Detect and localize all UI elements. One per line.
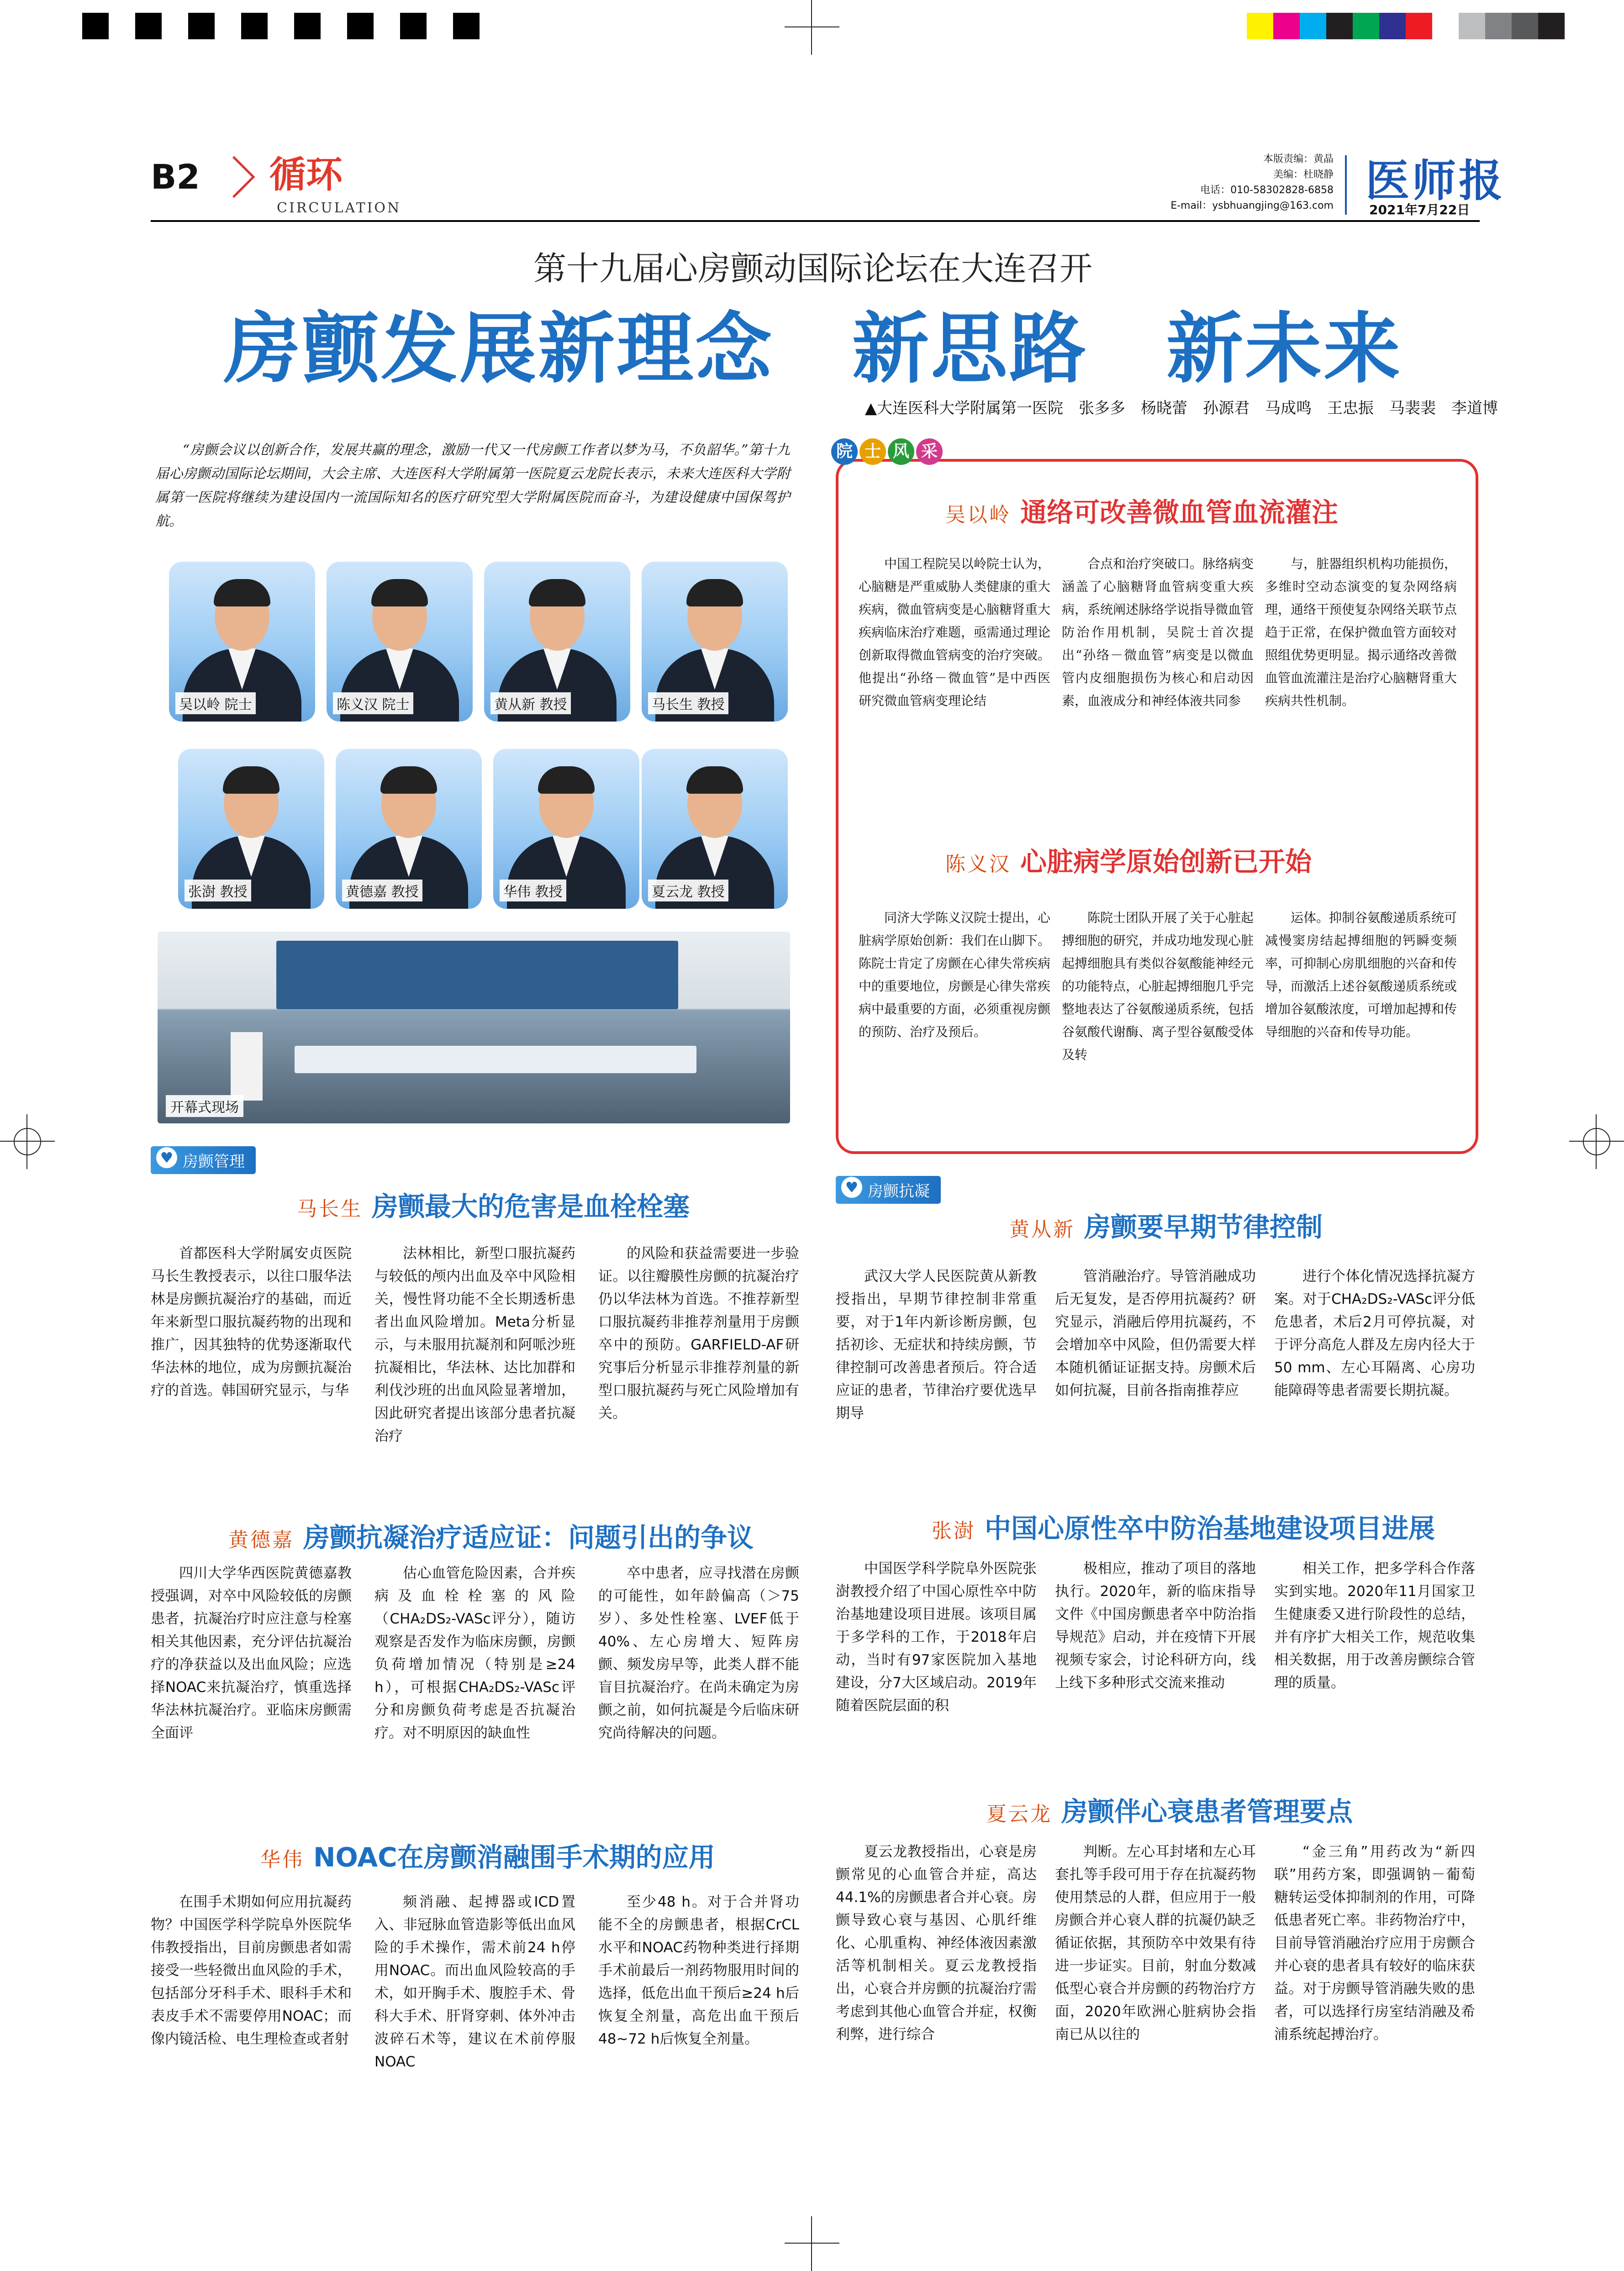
article-column: 陈院士团队开展了关于心脏起搏细胞的研究，并成功地发现心脏起搏细胞具有类似谷氨酸能神经元的功能特点，心脏起搏细胞几乎完整地表达了谷氨酸递质系统，包括谷氨酸代谢酶、离子型谷氨酸受体及转	[1062, 910, 1254, 1062]
header-rule	[151, 220, 1480, 222]
photo-caption: 吴以岭 院士	[175, 692, 256, 714]
article-column: 极相应，推动了项目的落地执行。2020年，新的临床指导文件《中国房颤患者卒中防治指导规范》启动，并在疫情下开展视频专家会，讨论科研方向，线上线下多种形式交流来推动	[1055, 1560, 1256, 1691]
author-name: 陈义汉	[945, 853, 1011, 876]
author-name: 黄德嘉	[228, 1528, 294, 1552]
article-column: 进行个体化情况选择抗凝方案。对于CHA₂DS₂-VASc评分低危患者，术后2月可停抗凝，对于评分高危人群及左房内径大于50 mm、左心耳隔离、心房功能障碍等患者需要长期抗凝。	[1274, 1268, 1475, 1399]
article-huang-congxin	[836, 1265, 1475, 1502]
academician-badge	[831, 438, 943, 465]
photo-caption: 陈义汉 院士	[333, 692, 413, 714]
portrait-hua-wei	[493, 749, 639, 909]
portrait-zhang-shu	[178, 749, 324, 909]
photo-caption: 黄德嘉 教授	[342, 880, 422, 901]
article-column: 相关工作，把多学科合作落实到实地。2020年11月国家卫生健康委又进行阶段性的总结，并有序扩大相关工作，规范收集相关数据，用于改善房颤综合管理的质量。	[1274, 1560, 1475, 1691]
article-column: 管消融治疗。导管消融成功后无复发，是否停用抗凝药？研究显示，消融后停用抗凝药，不会增加卒中风险，但仍需要大样本随机循证证据支持。房颤术后如何抗凝，目前各指南推荐应	[1055, 1268, 1256, 1399]
section-name-en: CIRCULATION	[277, 200, 401, 216]
article-column: “金三角”用药改为“新四联”用药方案，即强调钠－葡萄糖转运受体抑制剂的作用，可降低患者死亡率。非药物治疗中，目前导管消融治疗应用于房颤合并心衰的患者具有较好的临床获益。对于房颤导管消融失败的患者，可以选择行房室结消融及希浦系统起搏治疗。	[1274, 1844, 1475, 2043]
article-column: 夏云龙教授指出，心衰是房颤常见的心血管合并症，高达44.1%的房颤患者合并心衰。房颤导致心衰与基因、心肌纤维化、心肌重构、神经体液因素激活等机制相关。夏云龙教授指出，心衰合并房颤的抗凝治疗需考虑到其他心血管合并症，权衡利弊，进行综合	[836, 1844, 1037, 2043]
article-column: 判断。左心耳封堵和左心耳套扎等手段可用于存在抗凝药物使用禁忌的人群，但应用于一般房颤合并心衰人群的抗凝仍缺乏循证依据，其预防卒中效果有待进一步证实。目前，射血分数减低型心衰合并房颤的药物治疗方面，2020年欧洲心脏病协会指南已从以往的	[1055, 1844, 1256, 2043]
headline-hua-wei	[260, 1836, 715, 1874]
author-name: 黄从新	[1009, 1218, 1075, 1241]
headline-text: 通络可改善微血管血流灌注	[1020, 497, 1339, 528]
badge-char: 采	[916, 438, 943, 465]
author-name: 吴以岭	[945, 503, 1011, 527]
article-column: 的风险和获益需要进一步验证。以往瓣膜性房颤的抗凝治疗仍以华法林为首选。不推荐新型口服抗凝药非推荐剂量用于房颤卒中的预防。GARFIELD-AF研究事后分析显示非推荐剂量的新型口服抗凝药与死亡风险增加有关。	[598, 1245, 799, 1422]
stage-table	[295, 1046, 696, 1073]
page-number: B2	[151, 158, 200, 197]
byline: ▲大连医科大学附属第一医院 张多多 杨晓蕾 孙源君 马成鸣 王忠振 马裴裴 李道博	[865, 399, 1498, 417]
headline-xia-yunlong	[986, 1790, 1353, 1828]
portrait-wu-yiling	[169, 562, 315, 722]
chevron-right-icon	[213, 156, 255, 198]
article-xia-yunlong	[836, 1840, 1475, 2155]
article-column: 在围手术期如何应用抗凝药物？中国医学科学院阜外医院华伟教授指出，目前房颤患者如需接受一些轻微出血风险的手术，包括部分牙科手术、眼科手术和表皮手术不需要停用NOAC；而像内镜活检、电生理检查或者射	[151, 1894, 352, 2047]
author-name: 马长生	[297, 1197, 363, 1221]
headline-text: 房颤抗凝治疗适应证：问题引出的争议	[303, 1522, 754, 1553]
headline-main: 房颤发展新理念 新思路 新未来	[224, 304, 1402, 394]
article-column: 中国工程院吴以岭院士认为，心脑糖是严重威胁人类健康的重大疾病，微血管病变是心脑糖肾重大疾病临床治疗难题，亟需通过理论创新取得微血管病变的治疗突破。他提出“孙络－微血管”是中西医研究微血管病变理论结	[859, 556, 1050, 708]
issue-date: 2021年7月22日	[1369, 202, 1470, 217]
lead-paragraph: “房颤会议以创新合作，发展共赢的理念，激励一代又一代房颤工作者以梦为马，不负韶华。”第十九届心房颤动国际论坛期间，大会主席、大连医科大学附属第一医院夏云龙院长表示，未来大连医科大学附属第一医院将继续为建设国内一流国际知名的医疗研究型大学附属医院而奋斗，为建设健康中国保驾护航。	[155, 442, 790, 529]
designer-line: 美编：杜晓静	[1273, 169, 1334, 180]
headline-ma	[297, 1185, 690, 1223]
registration-bar-bw	[82, 13, 480, 39]
portrait-ma-changsheng	[642, 562, 788, 722]
headline-kicker: 第十九届心房颤动国际论坛在大连召开	[533, 249, 1092, 288]
article-huang-dejia	[151, 1562, 799, 1827]
crop-mark-left	[0, 1114, 55, 1169]
podium	[231, 1032, 263, 1101]
article-column: 与，脏器组织机构功能损伤，多维时空动态演变的复杂网络病理，通络干预使复杂网络关联节点趋于正常，在保护微血管方面较对照组优势更明显。揭示通络改善微血管血流灌注是治疗心脑糖肾重大疾病共性机制。	[1265, 556, 1457, 708]
badge-char: 风	[888, 438, 914, 465]
crop-mark-bottom	[785, 2216, 839, 2271]
stage-caption: 开幕式现场	[166, 1095, 243, 1117]
portrait-chen-yihan	[327, 562, 473, 722]
conference-stage-photo	[158, 932, 790, 1123]
photo-caption: 夏云龙 教授	[648, 880, 728, 901]
section-tag-text: 房颤管理	[183, 1153, 245, 1171]
editor-info	[1114, 152, 1334, 214]
email-line: E-mail：ysbhuangjing@163.com	[1171, 200, 1334, 211]
headline-huang-dejia	[228, 1516, 754, 1554]
headline-text: 中国心原性卒中防治基地建设项目进展	[985, 1513, 1435, 1544]
portrait-xia-yunlong	[642, 749, 788, 909]
article-column: 估心血管危险因素，合并疾病及血栓栓塞的风险（CHA₂DS₂-VASc评分），随访观察是否发作为临床房颤，房颤负荷增加情况（特别是≥24 h），可根据CHA₂DS₂-VASc评分和房颤负荷考虑是否抗凝治疗。对不明原因的缺血性	[374, 1565, 575, 1741]
badge-char: 院	[831, 438, 858, 465]
article-column: 运体。抑制谷氨酸递质系统可减慢窦房结起搏细胞的钙瞬变频率，可抑制心房肌细胞的兴奋和传导，而激活上述谷氨酸递质系统或增加谷氨酸浓度，可增加起搏和传导细胞的兴奋和传导功能。	[1265, 910, 1457, 1039]
editor-line: 本版责编：黄晶	[1263, 153, 1334, 165]
article-column: 首都医科大学附属安贞医院马长生教授表示，以往口服华法林是房颤抗凝治疗的基础，而近年来新型口服抗凝药物的出现和推广，因其独特的优势逐渐取代华法林的地位，成为房颤抗凝治疗的首选。韩国研究显示，与华	[151, 1245, 352, 1399]
paper-logo: 医师报	[1366, 155, 1505, 206]
article-ma	[151, 1242, 799, 1507]
photo-caption: 黄从新 教授	[490, 692, 571, 714]
headline-text: NOAC在房颤消融围手术期的应用	[313, 1842, 715, 1873]
article-column: 至少48 h。对于合并肾功能不全的房颤患者，根据CrCL水平和NOAC药物种类进行择期手术前最后一剂药物服用时间的选择，低危出血干预后≥24 h后恢复全剂量，高危出血干预后48~72 h后恢复全剂量。	[598, 1894, 799, 2047]
author-name: 华伟	[260, 1848, 304, 1871]
photo-caption: 张澍 教授	[185, 880, 251, 901]
heart-icon: ♥	[156, 1147, 177, 1168]
author-name: 夏云龙	[986, 1802, 1052, 1826]
badge-char: 士	[859, 438, 886, 465]
headline-text: 房颤最大的危害是血栓栓塞	[372, 1191, 690, 1222]
heart-icon: ♥	[841, 1177, 862, 1198]
photo-caption: 马长生 教授	[648, 692, 728, 714]
section-tag-anticoagulation	[836, 1176, 941, 1204]
header-divider	[1345, 155, 1347, 215]
photo-caption: 华伟 教授	[500, 880, 566, 901]
article-column: 法林相比，新型口服抗凝药与较低的颅内出血及卒中风险相关，慢性肾功能不全长期透析患者出血风险增加。Meta分析显示，与未服用抗凝剂和阿哌沙班抗凝相比，华法林、达比加群和利伐沙班的出血风险显著增加，因此研究者提出该部分患者抗凝治疗	[374, 1245, 575, 1444]
crop-mark-right	[1569, 1114, 1624, 1169]
article-column: 武汉大学人民医院黄从新教授指出，早期节律控制非常重要，对于1年内新诊断房颤，包括初诊、无症状和持续房颤，节律控制可改善患者预后。符合适应证的患者，节律治疗要优选早期导	[836, 1268, 1037, 1422]
article-column: 合点和治疗突破口。脉络病变涵盖了心脑糖肾血管病变重大疾病，系统阐述脉络学说指导微血管防治作用机制，吴院士首次提出“孙络－微血管”病变是以微血管内皮细胞损伤为核心和启动因素，血液成分和神经体液共同参	[1062, 556, 1254, 708]
section-tag-text: 房颤抗凝	[868, 1182, 930, 1201]
sidebar-body-wu	[859, 553, 1457, 822]
article-column: 四川大学华西医院黄德嘉教授强调，对卒中风险较低的房颤患者，抗凝治疗时应注意与栓塞相关其他因素，充分评估抗凝治疗的净获益以及出血风险；应选择NOAC来抗凝治疗，慎重选择华法林抗凝治疗。亚临床房颤需全面评	[151, 1565, 352, 1741]
phone-line: 电话：010-58302828-6858	[1200, 184, 1334, 196]
author-name: 张澍	[932, 1519, 975, 1543]
headline-text: 房颤要早期节律控制	[1084, 1212, 1323, 1243]
article-zhang-shu	[836, 1557, 1475, 1795]
article-column: 中国医学科学院阜外医院张澍教授介绍了中国心原性卒中防治基地建设项目进展。该项目属于多学科的工作，于2018年启动，当时有97家医院加入基地建设，分7大区域启动。2019年随着医院层面的积	[836, 1560, 1037, 1714]
sidebar-body-chen	[859, 906, 1457, 1135]
registration-bar-color	[1247, 13, 1565, 39]
crop-mark-top	[785, 0, 839, 55]
headline-text: 房颤伴心衰患者管理要点	[1061, 1796, 1353, 1827]
sidebar-headline-wu	[945, 491, 1338, 529]
article-column: 频消融、起搏器或ICD置入、非冠脉血管造影等低出血风险的手术操作，需术前24 h停用NOAC。而出血风险较高的手术，如开胸手术、腹腔手术、骨科大手术、肝肾穿刺、体外冲击波碎石术等，建议在术前停服NOAC	[374, 1894, 575, 2070]
headline-text: 心脏病学原始创新已开始	[1020, 846, 1312, 877]
headline-zhang-shu	[932, 1507, 1435, 1545]
section-name: 循环	[269, 153, 343, 196]
sidebar-headline-chen	[945, 840, 1312, 879]
section-tag-management	[151, 1146, 256, 1174]
article-column: 同济大学陈义汉院士提出，心脏病学原始创新：我们在山脚下。陈院士肯定了房颤在心律失常疾病中的重要地位，房颤是心律失常疾病中最重要的方面，必须重视房颤的预防、治疗及预后。	[859, 910, 1050, 1039]
portrait-huang-congxin	[484, 562, 630, 722]
headline-huang-congxin	[1009, 1206, 1323, 1244]
portrait-huang-dejia	[336, 749, 482, 909]
article-column: 卒中患者，应寻找潜在房颤的可能性，如年龄偏高（＞75岁）、多处性栓塞、LVEF低于40%、左心房增大、短阵房颤、频发房早等，此类人群不能盲目抗凝治疗。在尚未确定为房颤之前，如何抗凝是今后临床研究尚待解决的问题。	[598, 1565, 799, 1741]
stage-screen	[276, 941, 678, 1009]
article-hua-wei	[151, 1891, 799, 2155]
